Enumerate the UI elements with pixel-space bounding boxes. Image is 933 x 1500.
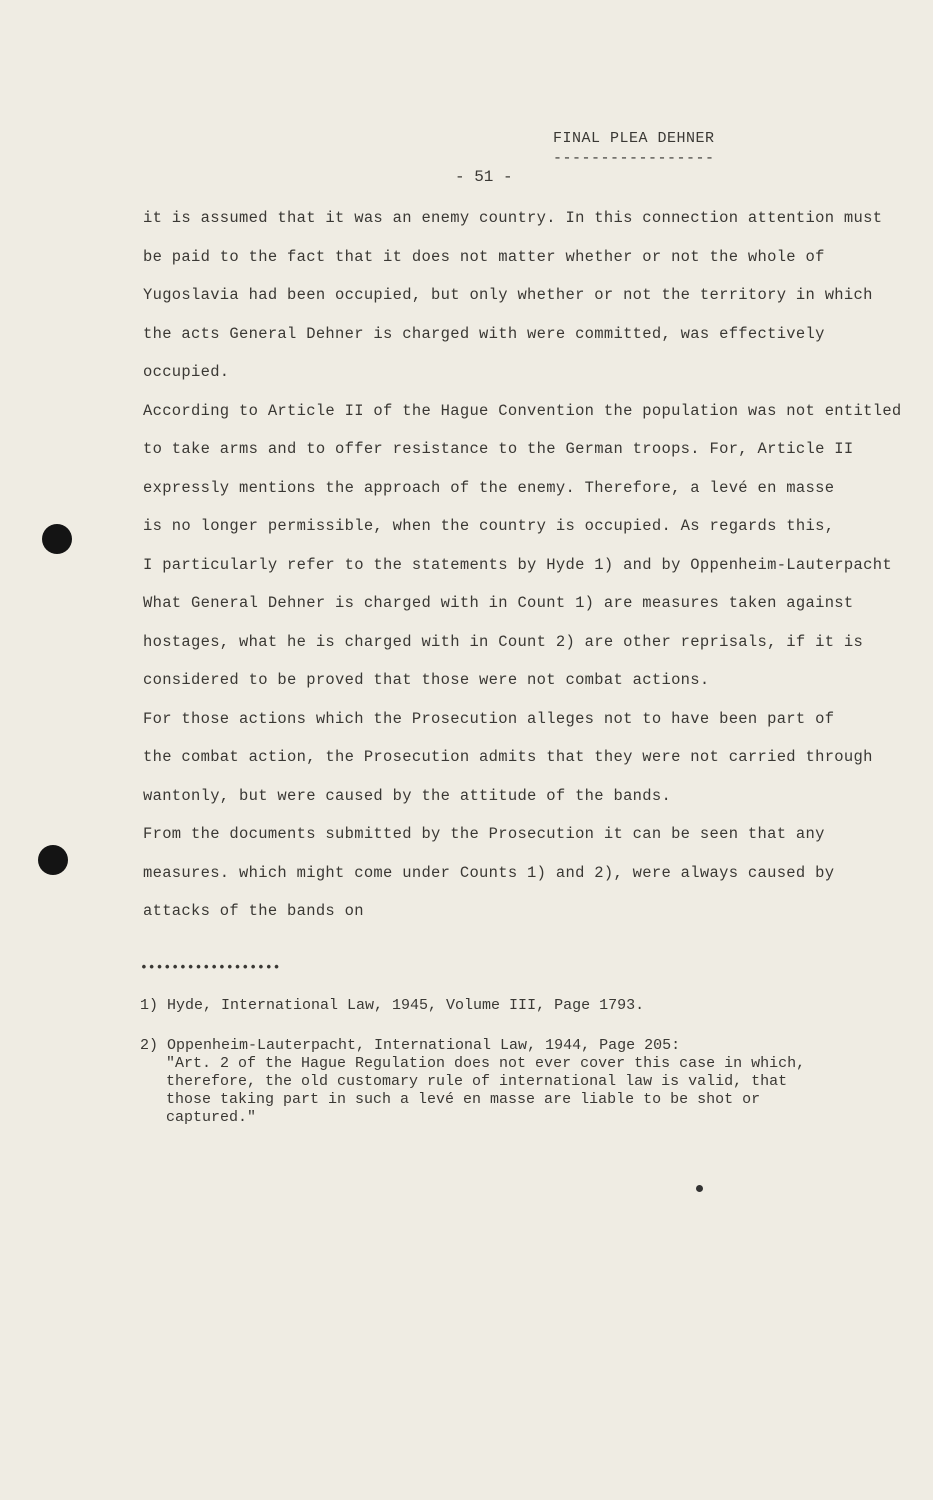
body-line: wantonly, but were caused by the attitude of the bands.	[143, 786, 672, 805]
footnote-separator: ••••••••••••••••••	[140, 960, 281, 975]
footnote-2-quote	[140, 1055, 900, 1127]
body-line: expressly mentions the approach of the enemy. Therefore, a levé en masse	[143, 478, 835, 497]
punch-hole-lower	[38, 845, 68, 875]
body-line: to take arms and to offer resistance to the German troops. For, Article II	[143, 440, 854, 458]
quote-line: "Art. 2 of the Hague Regulation does not ever cover this case in which,	[166, 1055, 806, 1072]
footnotes	[140, 997, 900, 1127]
quote-line: therefore, the old customary rule of international law is valid, that	[166, 1073, 788, 1090]
body-line: From the documents submitted by the Prosecution it can be seen that any	[143, 825, 825, 843]
body-line: Yugoslavia had been occupied, but only whether or not the territory in which	[143, 286, 873, 304]
body-line: measures. which might come under Counts 1) and 2), were always caused by	[143, 863, 835, 882]
body-line: I particularly refer to the statements by Hyde 1) and by Oppenheim-Lauterpacht	[143, 555, 892, 574]
quote-line: those taking part in such a levé en masse are liable to be shot or	[166, 1091, 761, 1108]
body-line: occupied.	[143, 363, 230, 381]
footnote-1: 1) Hyde, International Law, 1945, Volume III, Page 1793.	[140, 997, 645, 1014]
footnote-2-reference: 2) Oppenheim-Lauterpacht, International Law, 1944, Page 205:	[140, 1037, 681, 1054]
title-underline: -----------------	[553, 150, 715, 167]
body-line: is no longer permissible, when the country is occupied. As regards this,	[143, 517, 835, 535]
body-line: considered to be proved that those were not combat actions.	[143, 671, 710, 689]
body-line: hostages, what he is charged with in Count 2) are other reprisals, if it is	[143, 632, 864, 651]
page-number: - 51 -	[455, 168, 513, 186]
body-line: the acts General Dehner is charged with were committed, was effectively	[143, 324, 825, 343]
body-line: What General Dehner is charged with in Count 1) are measures taken against	[143, 594, 854, 612]
quote-line: captured."	[166, 1109, 257, 1126]
body-line: it is assumed that it was an enemy country. In this connection attention must	[143, 209, 883, 227]
ink-spot	[696, 1185, 703, 1192]
body-line: According to Article II of the Hague Convention the population was not entitled	[143, 401, 902, 420]
body-line: For those actions which the Prosecution alleges not to have been part of	[143, 709, 835, 728]
body-line: be paid to the fact that it does not matter whether or not the whole of	[143, 247, 825, 266]
body-line: attacks of the bands on	[143, 902, 364, 920]
punch-hole-upper	[42, 524, 72, 554]
document-title: FINAL PLEA DEHNER	[553, 130, 715, 147]
body-text	[143, 205, 903, 937]
body-line: the combat action, the Prosecution admits that they were not carried through	[143, 748, 873, 766]
